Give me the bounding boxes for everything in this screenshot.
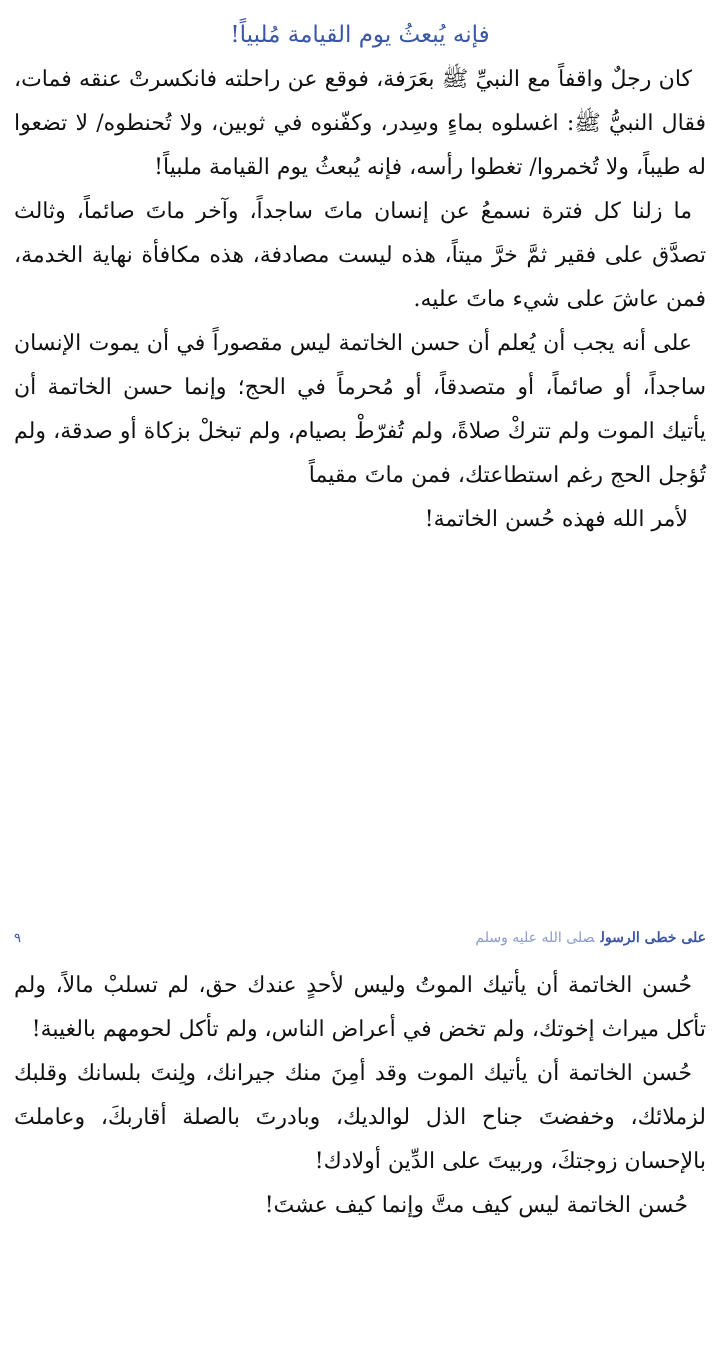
book-page-bottom [0,930,720,1368]
honorific: صلى الله عليه وسلم [475,930,595,946]
paragraph-5: حُسن الخاتمة أن يأتيك الموت وقد أمِنَ منك جيرانك، ولِنتَ بلسانك وقلبك لزملائك، وخفضتَ جناح الذل لوالديك، وبادرتَ بالصلة أقاربكَ، وعاملتَ بالإحسان زوجتكَ، وربيتَ على الدِّين أولادك! [14,1061,706,1174]
paragraph-3: على أنه يجب أن يُعلم أن حسن الخاتمة ليس مقصوراً في أن يموت الإنسان ساجداً، أو صائماً، أو متصدقاً، أو مُحرماً في الحج؛ وإنما حسن الخاتمة أن يأتيك الموت ولم تتركْ صلاةً، ولم تُفرّطْ بصيام، ولم تبخلْ بزكاة أو صدقة، ولم تُؤجل الحج رغم استطاعتك، فمن ماتَ مقيماً [14,331,706,488]
paragraph-4: حُسن الخاتمة أن يأتيك الموتُ وليس لأحدٍ عندك حق، لم تسلبْ مالاً، ولم تأكل ميراث إخوتك، ولم تخض في أعراض الناس، ولم تأكل لحومهم بالغيبة! [14,973,706,1042]
book-title: على خطى الرسول [600,930,706,946]
running-header-title [475,930,706,946]
paragraph-2: ما زلنا كل فترة نسمعُ عن إنسان ماتَ ساجداً، وآخر ماتَ صائماً، وثالث تصدَّق على فقير ثمَّ خرَّ ميتاً، هذه ليست مصادفة، هذه مكافأة نهاية الخدمة، فمن عاشَ على شيء ماتَ عليه. [14,199,706,312]
paragraph-3-tail: لأمر الله فهذه حُسن الخاتمة! [424,507,688,532]
running-header [14,930,706,956]
page-number: ٩ [14,931,21,946]
closing-line: حُسن الخاتمة ليس كيف متَّ وإنما كيف عشتَ! [264,1193,688,1218]
paragraph-1: كان رجلٌ واقفاً مع النبيِّ ﷺ بعَرَفة، فوقع عن راحلته فانكسرتْ عنقه فمات، فقال النبيُّ ﷺ: اغسلوه بماءٍ وسِدر، وكفّنوه في ثوبين، ولا تُحنطوه/ لا تضعوا له طيباً، ولا تُخمروا/ تغطوا رأسه، فإنه يُبعثُ يوم القيامة ملبياً! [14,67,706,180]
section-heading: فإنه يُبعثُ يوم القيامة مُلبياً! [230,22,490,48]
